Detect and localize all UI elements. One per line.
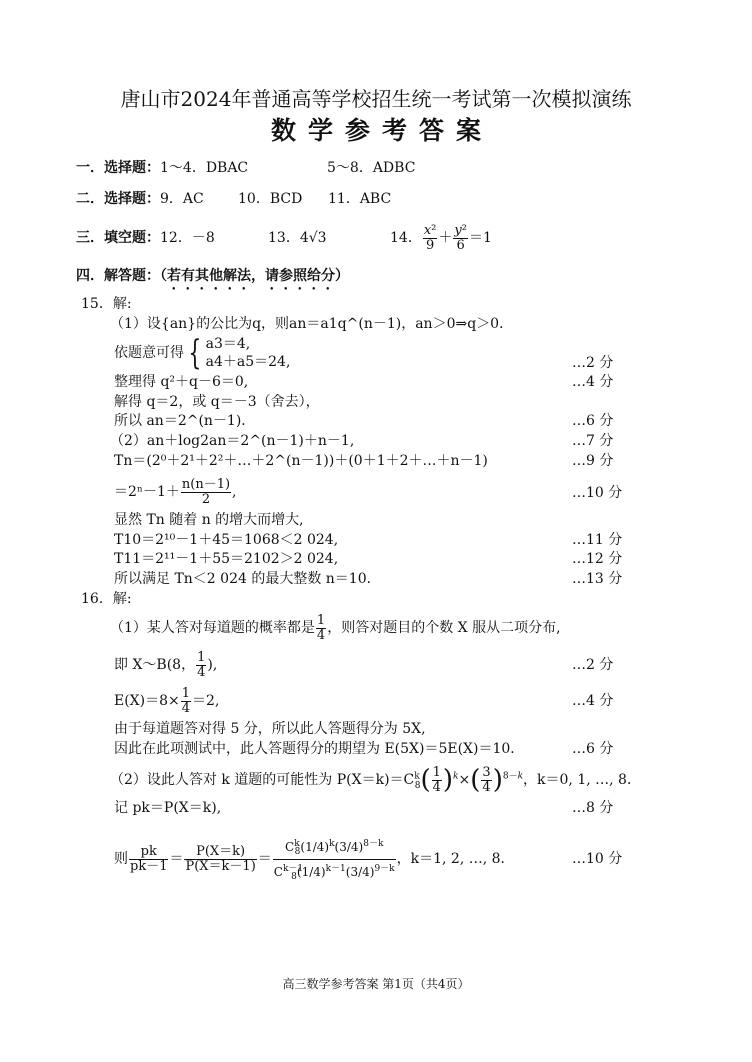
q16-ratio-suffix: ，k＝1, 2, …, 8． xyxy=(396,851,515,867)
q16-ratio: 则 $\frac{pk}{pk-1}$ ＝ $\frac{P(X=k)}{P(X=k-1)}$ ＝ $\frac{C^k_8(1/4)^k(3/4)^{8-k}}{C^{k-1}_8(1/4)^{k-1}(3/4)^{9-k}}$ ，k＝1, 2, …, 8． xyxy=(114,828,515,890)
q15-eq2: 解得 q＝2，或 q＝－3（舍去）， xyxy=(114,394,320,410)
q16-p2-a-num: 1 xyxy=(432,764,441,780)
q15-head: 15．解: xyxy=(81,296,132,312)
section-1-answers-b: 5～8．ADBC xyxy=(327,160,416,176)
q16-score-3: …6 分 xyxy=(572,741,614,757)
section-4-label: 四．解答题： xyxy=(76,268,160,284)
q16-part1 xyxy=(110,608,561,648)
page-title: 唐山市2024年普通高等学校招生统一考试第一次模拟演练 xyxy=(120,87,632,111)
q16-dist-suffix: ), xyxy=(207,657,218,673)
q15-conclusion: 所以满足 Tn＜2 024 的最大整数 n＝10． xyxy=(114,571,381,587)
q15-tn2-den: 2 xyxy=(201,491,211,507)
q15-tn2-prefix: ＝2ⁿ－1＋ xyxy=(114,484,180,500)
q16-ratio-prefix: 则 xyxy=(114,851,128,867)
section-2-label: 二．选择题： xyxy=(76,191,160,207)
section-3-answers-b: 13．4√3 xyxy=(268,230,327,246)
q16-score-5: …10 分 xyxy=(572,851,623,867)
section-1-answers-a: 1～4．DBAC xyxy=(160,160,249,176)
q16-line1: 由于每道题答对得 5 分，所以此人答题得分为 5X, xyxy=(114,721,426,737)
q15-tn: Tn＝(2⁰＋2¹＋2²＋…＋2^(n－1))＋(0＋1＋2＋…＋n－1) xyxy=(114,453,488,469)
q16-distribution: 即 X～B(8， $\frac{1}{4}$ ), xyxy=(114,649,218,680)
q15-score-3: …6 分 xyxy=(572,413,614,429)
section-2-answers-c: 11．ABC xyxy=(328,191,392,207)
section-4 xyxy=(76,268,349,293)
q15-score-2: …4 分 xyxy=(572,374,614,390)
q16-ratio-big-fraction: $\frac{C^k_8(1/4)^k(3/4)^{8-k}}{C^{k-1}_8(1/4)^{k-1}(3/4)^{9-k}}$ xyxy=(273,835,396,884)
q14-frac-y: $\frac{\text{y²}}{6}$ xyxy=(454,222,467,253)
section-1 xyxy=(76,160,248,176)
q16-score-2: …4 分 xyxy=(572,693,614,709)
q15-score-5: …9 分 xyxy=(572,453,614,469)
section-2 xyxy=(76,191,204,207)
section-4-note: （若有其他解法，请参照给分） xyxy=(160,268,349,284)
q15-t10: T10＝2¹⁰－1＋45＝1068＜2 024, xyxy=(114,532,339,548)
q15-score-9: …13 分 xyxy=(572,571,623,587)
q15-score-6: …10 分 xyxy=(572,485,623,501)
q16-part2-prefix: （2）设此人答对 k 道题的可能性为 P(X＝k)＝C xyxy=(110,772,415,788)
q16-dist-prefix: 即 X～B(8， xyxy=(114,657,196,673)
q16-part2: （2）设此人答对 k 道题的可能性为 $P(X=k)=C^k_8$( $\frac{1}{4}$ )$^k$×( $\frac{3}{4}$ )$^{8-k}$，k＝0, 1, …, 8． xyxy=(110,764,641,795)
q15-part1: （1）设{an}的公比为q，则an＝a1q^(n－1)，an＞0⇒q＞0． xyxy=(110,316,514,332)
q15-eq3: 所以 an＝2^(n－1)． xyxy=(114,413,256,429)
q15-eq1: 整理得 q²＋q－6＝0, xyxy=(114,374,249,390)
q14-frac-x: $\frac{\text{x²}}{9}$ xyxy=(423,222,437,253)
q15-score-8: …12 分 xyxy=(572,551,623,567)
q15-tn2-num: n(n－1) xyxy=(181,476,231,492)
q16-part2-suffix: ，k＝0, 1, …, 8． xyxy=(523,772,641,788)
q16-quarter-den: 4 xyxy=(316,627,326,643)
q15-system-line1: a3＝4, xyxy=(205,336,251,352)
q15-system-prefix: 依题意可得 xyxy=(114,345,184,361)
q16-pk: 记 pk＝P(X＝k), xyxy=(114,800,222,816)
q16-ratio-mid-num: P(X＝k) xyxy=(184,845,256,860)
section-3 xyxy=(76,230,215,246)
section-1-label: 一．选择题： xyxy=(76,160,160,176)
q16-p2-b-den: 4 xyxy=(482,779,491,795)
section-3-answers-a: 12．－8 xyxy=(160,230,215,246)
q15-system xyxy=(114,335,290,371)
section-2-answers-b: 10．BCD xyxy=(238,191,303,207)
q16-score-4: …8 分 xyxy=(572,800,614,816)
q15-tn2-fraction xyxy=(181,478,231,507)
q14-prefix: 14． xyxy=(390,230,422,246)
q15-score-1: …2 分 xyxy=(572,355,614,371)
q16-p2-a-den: 4 xyxy=(432,779,441,795)
brace-icon: { xyxy=(188,333,202,373)
q16-part1-prefix: （1）某人答对每道题的概率都是 xyxy=(110,620,315,636)
q16-head: 16．解: xyxy=(81,591,132,607)
q16-part1-suffix: ，则答对题目的个数 X 服从二项分布, xyxy=(327,620,561,636)
q16-quarter-num: 1 xyxy=(316,612,326,628)
q15-increase: 显然 Tn 随着 n 的增大而增大, xyxy=(114,512,304,528)
q16-ex-suffix: ＝2, xyxy=(192,693,220,709)
q16-p2-b-num: 3 xyxy=(482,764,491,780)
page-subtitle: 数学参考答案 xyxy=(270,116,493,145)
section-3-answers-c: 14． $\frac{\text{x²}}{9}$ ＋ $\frac{\text{y²}}{6}$ ＝1 xyxy=(390,222,492,253)
page-footer: 高三数学参考答案 第1页（共4页） xyxy=(282,977,470,991)
q15-t11: T11＝2¹¹－1＋55＝2102＞2 024, xyxy=(114,551,339,567)
q15-tn2-suffix: , xyxy=(232,484,237,500)
q15-tn2 xyxy=(114,472,237,512)
q15-part2: （2）an＋log2an＝2^(n－1)＋n－1, xyxy=(110,433,355,449)
q15-system-line2: a4＋a5＝24, xyxy=(205,354,291,370)
section-2-answers-a: 9．AC xyxy=(160,191,204,207)
q15-score-4: …7 分 xyxy=(572,433,614,449)
q16-score-1: …2 分 xyxy=(572,657,614,673)
section-3-label: 三．填空题： xyxy=(76,230,160,246)
q16-expectation: E(X)＝8× $\frac{1}{4}$ ＝2, xyxy=(114,685,220,716)
q16-ratio-den: pk－1 xyxy=(130,858,168,874)
q15-score-7: …11 分 xyxy=(572,532,623,548)
q16-ex-prefix: E(X)＝8× xyxy=(114,693,180,709)
q16-ratio-num: pk xyxy=(129,845,168,860)
q16-line2: 因此在此项测试中，此人答题得分的期望为 E(5X)＝5E(X)＝10． xyxy=(114,741,525,757)
q16-ratio-mid-den: P(X＝k－1) xyxy=(185,858,256,874)
